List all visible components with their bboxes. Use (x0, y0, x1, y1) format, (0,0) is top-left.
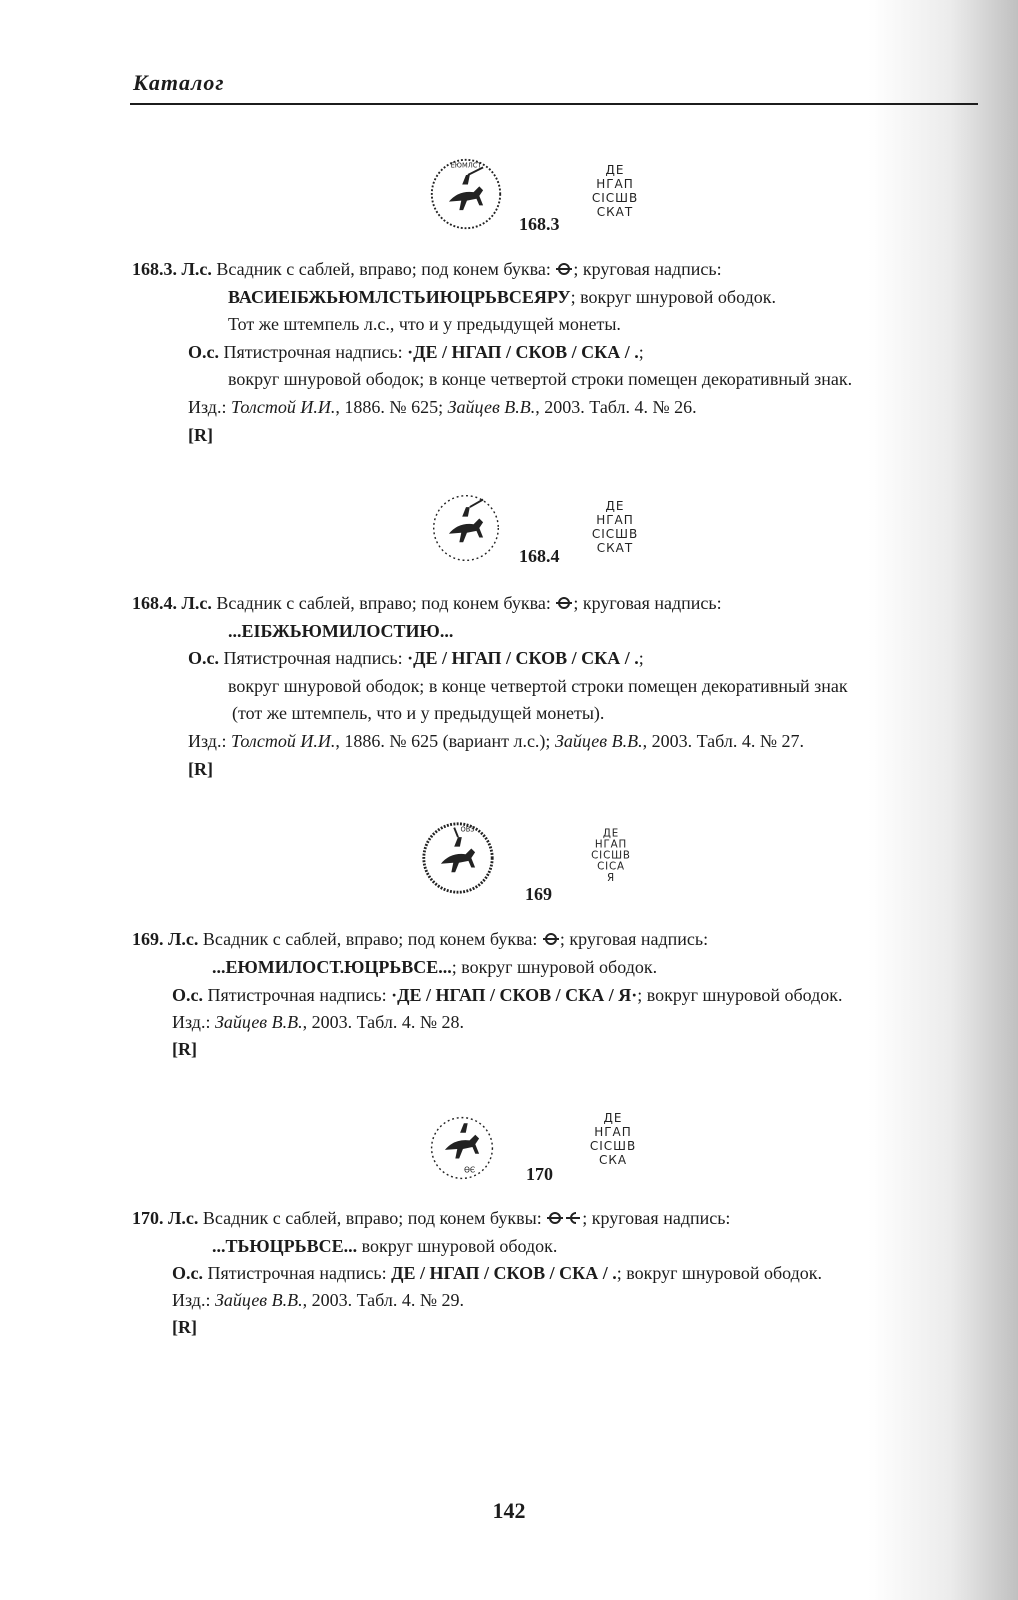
obverse-legend: ...ТЬЮЦРЬВСЕ... вокруг шнуровой ободок. (212, 1236, 558, 1256)
letter-symbol-icon (555, 593, 573, 607)
reverse-coin-image (580, 160, 650, 220)
svg-text:ДЕ: ДЕ (602, 827, 620, 840)
rarity-mark: [R] (188, 759, 213, 779)
svg-text:СКА: СКА (598, 1153, 628, 1167)
obverse-coin-image (424, 1110, 500, 1186)
obverse-coin-image (428, 156, 504, 232)
svg-text:ОВЗ: ОВЗ (460, 825, 475, 834)
reverse-description-cont: вокруг шнуровой ободок; в конце четвертой строки помещен декоративный знак (228, 676, 848, 696)
bibliography: Изд.: Толстой И.И., 1886. № 625 (вариант л.с.); Зайцев В.В., 2003. Табл. 4. № 27. (188, 731, 804, 751)
letters-symbol-icon (546, 1208, 582, 1222)
die-note: Тот же штемпель л.с., что и у предыдущей монеты. (228, 314, 621, 334)
figure-number: 169 (525, 884, 552, 904)
svg-text:СІСШВ: СІСШВ (591, 527, 639, 541)
svg-text:СІСА: СІСА (597, 860, 625, 873)
svg-text:СКАТ: СКАТ (596, 541, 634, 555)
svg-text:ӨЄ: ӨЄ (463, 1165, 476, 1175)
svg-text:НГАП: НГАП (596, 513, 634, 527)
bibliography: Изд.: Зайцев В.В., 2003. Табл. 4. № 28. (172, 1012, 465, 1032)
page-edge-shadow (868, 0, 1018, 1600)
obverse-legend: ...ЕЮМИЛОСТ.ЮЦРЬВСЕ...; вокруг шнуровой ободок. (212, 957, 658, 977)
reverse-description: О.с. Пятистрочная надпись: ·ДЕ / НГАП / СКОВ / СКА / Я·; вокруг шнуровой ободок. (172, 985, 843, 1005)
obverse-legend: ВАСИЕІБЖЬЮМЛСТЬИЮЦРЬВСЕЯРУ; вокруг шнуровой ободок. (228, 287, 776, 307)
running-header: Каталог (133, 70, 225, 95)
reverse-coin-image (576, 826, 646, 886)
figure-number: 168.4 (519, 546, 560, 566)
svg-text:ДЕ: ДЕ (605, 499, 625, 513)
header-rule (130, 103, 978, 105)
obverse-description: 169. Л.с. Всадник с саблей, вправо; под конем буква: ; круговая надпись: (132, 929, 709, 949)
reverse-description-note: (тот же штемпель, что и у предыдущей монеты). (232, 703, 605, 723)
bibliography: Изд.: Толстой И.И., 1886. № 625; Зайцев В.В., 2003. Табл. 4. № 26. (188, 397, 697, 417)
reverse-description: О.с. Пятистрочная надпись: ДЕ / НГАП / СКОВ / СКА / .; вокруг шнуровой ободок. (172, 1263, 823, 1283)
figure-number: 168.3 (519, 214, 560, 234)
page-number: 142 (492, 1498, 526, 1523)
obverse-description: 168.4. Л.с. Всадник с саблей, вправо; под конем буква: ; круговая надпись: (132, 593, 722, 613)
reverse-description: О.с. Пятистрочная надпись: ·ДЕ / НГАП / СКОВ / СКА / .; (188, 342, 644, 362)
obverse-description: 168.3. Л.с. Всадник с саблей, вправо; под конем буква: ; круговая надпись: (132, 259, 722, 279)
svg-text:ЕЮМЛСТ: ЕЮМЛСТ (450, 161, 482, 170)
svg-text:НГАП: НГАП (594, 1125, 632, 1139)
bibliography: Изд.: Зайцев В.В., 2003. Табл. 4. № 29. (172, 1290, 465, 1310)
reverse-coin-image (578, 1108, 648, 1168)
rarity-mark: [R] (188, 425, 213, 445)
svg-text:ДЕ: ДЕ (605, 163, 625, 177)
rarity-mark: [R] (172, 1039, 197, 1059)
svg-text:НГАП: НГАП (594, 838, 628, 851)
obverse-coin-image (420, 820, 496, 896)
svg-text:СІСШВ: СІСШВ (591, 849, 631, 862)
rarity-mark: [R] (172, 1317, 197, 1337)
reverse-description-cont: вокруг шнуровой ободок; в конце четвертой строки помещен декоративный знак. (228, 369, 853, 389)
svg-text:СІСШВ: СІСШВ (589, 1139, 637, 1153)
obverse-coin-image (428, 490, 504, 566)
letter-symbol-icon (542, 929, 560, 943)
svg-text:ДЕ: ДЕ (603, 1111, 623, 1125)
svg-text:НГАП: НГАП (596, 177, 634, 191)
obverse-description: 170. Л.с. Всадник с саблей, вправо; под конем буквы: ; круговая надпись: (132, 1208, 731, 1228)
reverse-coin-image (580, 496, 650, 556)
figure-number: 170 (526, 1164, 553, 1184)
svg-text:СКАТ: СКАТ (596, 205, 634, 219)
reverse-description: О.с. Пятистрочная надпись: ·ДЕ / НГАП / СКОВ / СКА / .; (188, 648, 644, 668)
svg-text:Я: Я (607, 871, 615, 884)
letter-symbol-icon (555, 259, 573, 273)
obverse-legend: ...ЕІБЖЬЮМИЛОСТИЮ... (228, 621, 454, 641)
svg-text:СІСШВ: СІСШВ (591, 191, 639, 205)
